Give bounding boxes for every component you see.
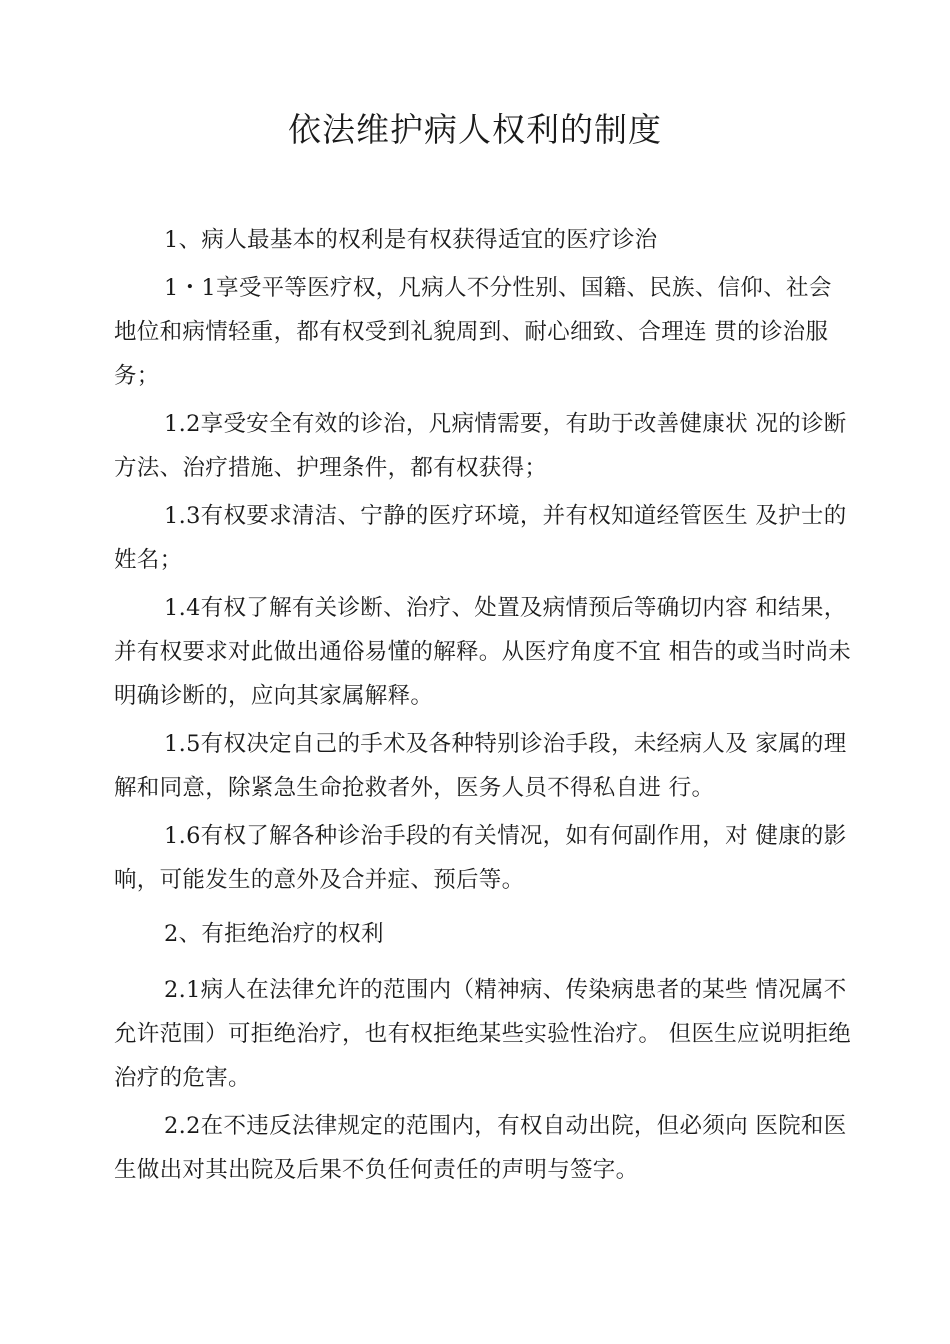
paragraph-1-5: 1.5有权决定自己的手术及各种特别诊治手段，未经病人及 家属的理解和同意，除紧急生命抢救者外，医务人员不得私自进 行。 (114, 731, 847, 801)
section-heading-2: 2、有拒绝治疗的权利 (164, 921, 384, 947)
document-body (114, 218, 854, 1192)
section-heading-1: 1、病人最基本的权利是有权获得适宜的医疗诊治 (164, 227, 658, 253)
paragraph-1-4: 1.4有权了解有关诊断、治疗、处置及病情预后等确切内容 和结果，并有权要求对此做出通俗易懂的解释。从医疗角度不宜 相告的或当时尚未明确诊断的，应向其家属解释。 (114, 595, 852, 709)
paragraph-2-2: 2.2在不违反法律规定的范围内，有权自动出院，但必须向 医院和医生做出对其出院及后果不负任何责任的声明与签字。 (114, 1113, 847, 1183)
paragraph-1-2: 1.2享受安全有效的诊治，凡病情需要，有助于改善健康状 况的诊断方法、治疗措施、护理条件，都有权获得； (114, 411, 847, 481)
paragraph-1-6: 1.6有权了解各种诊治手段的有关情况，如有何副作用，对 健康的影响，可能发生的意外及合并症、预后等。 (114, 823, 847, 893)
paragraph-1-1: 1・1享受平等医疗权，凡病人不分性别、国籍、民族、信仰、社会地位和病情轻重，都有权受到礼貌周到、耐心细致、合理连 贯的诊治服务； (114, 275, 832, 389)
document-title: 依法维护病人权利的制度 (288, 110, 662, 149)
paragraph-2-1: 2.1病人在法律允许的范围内（精神病、传染病患者的某些 情况属不允许范围）可拒绝治疗，也有权拒绝某些实验性治疗。 但医生应说明拒绝治疗的危害。 (114, 977, 852, 1091)
paragraph-1-3: 1.3有权要求清洁、宁静的医疗环境，并有权知道经管医生 及护士的姓名； (114, 503, 847, 573)
